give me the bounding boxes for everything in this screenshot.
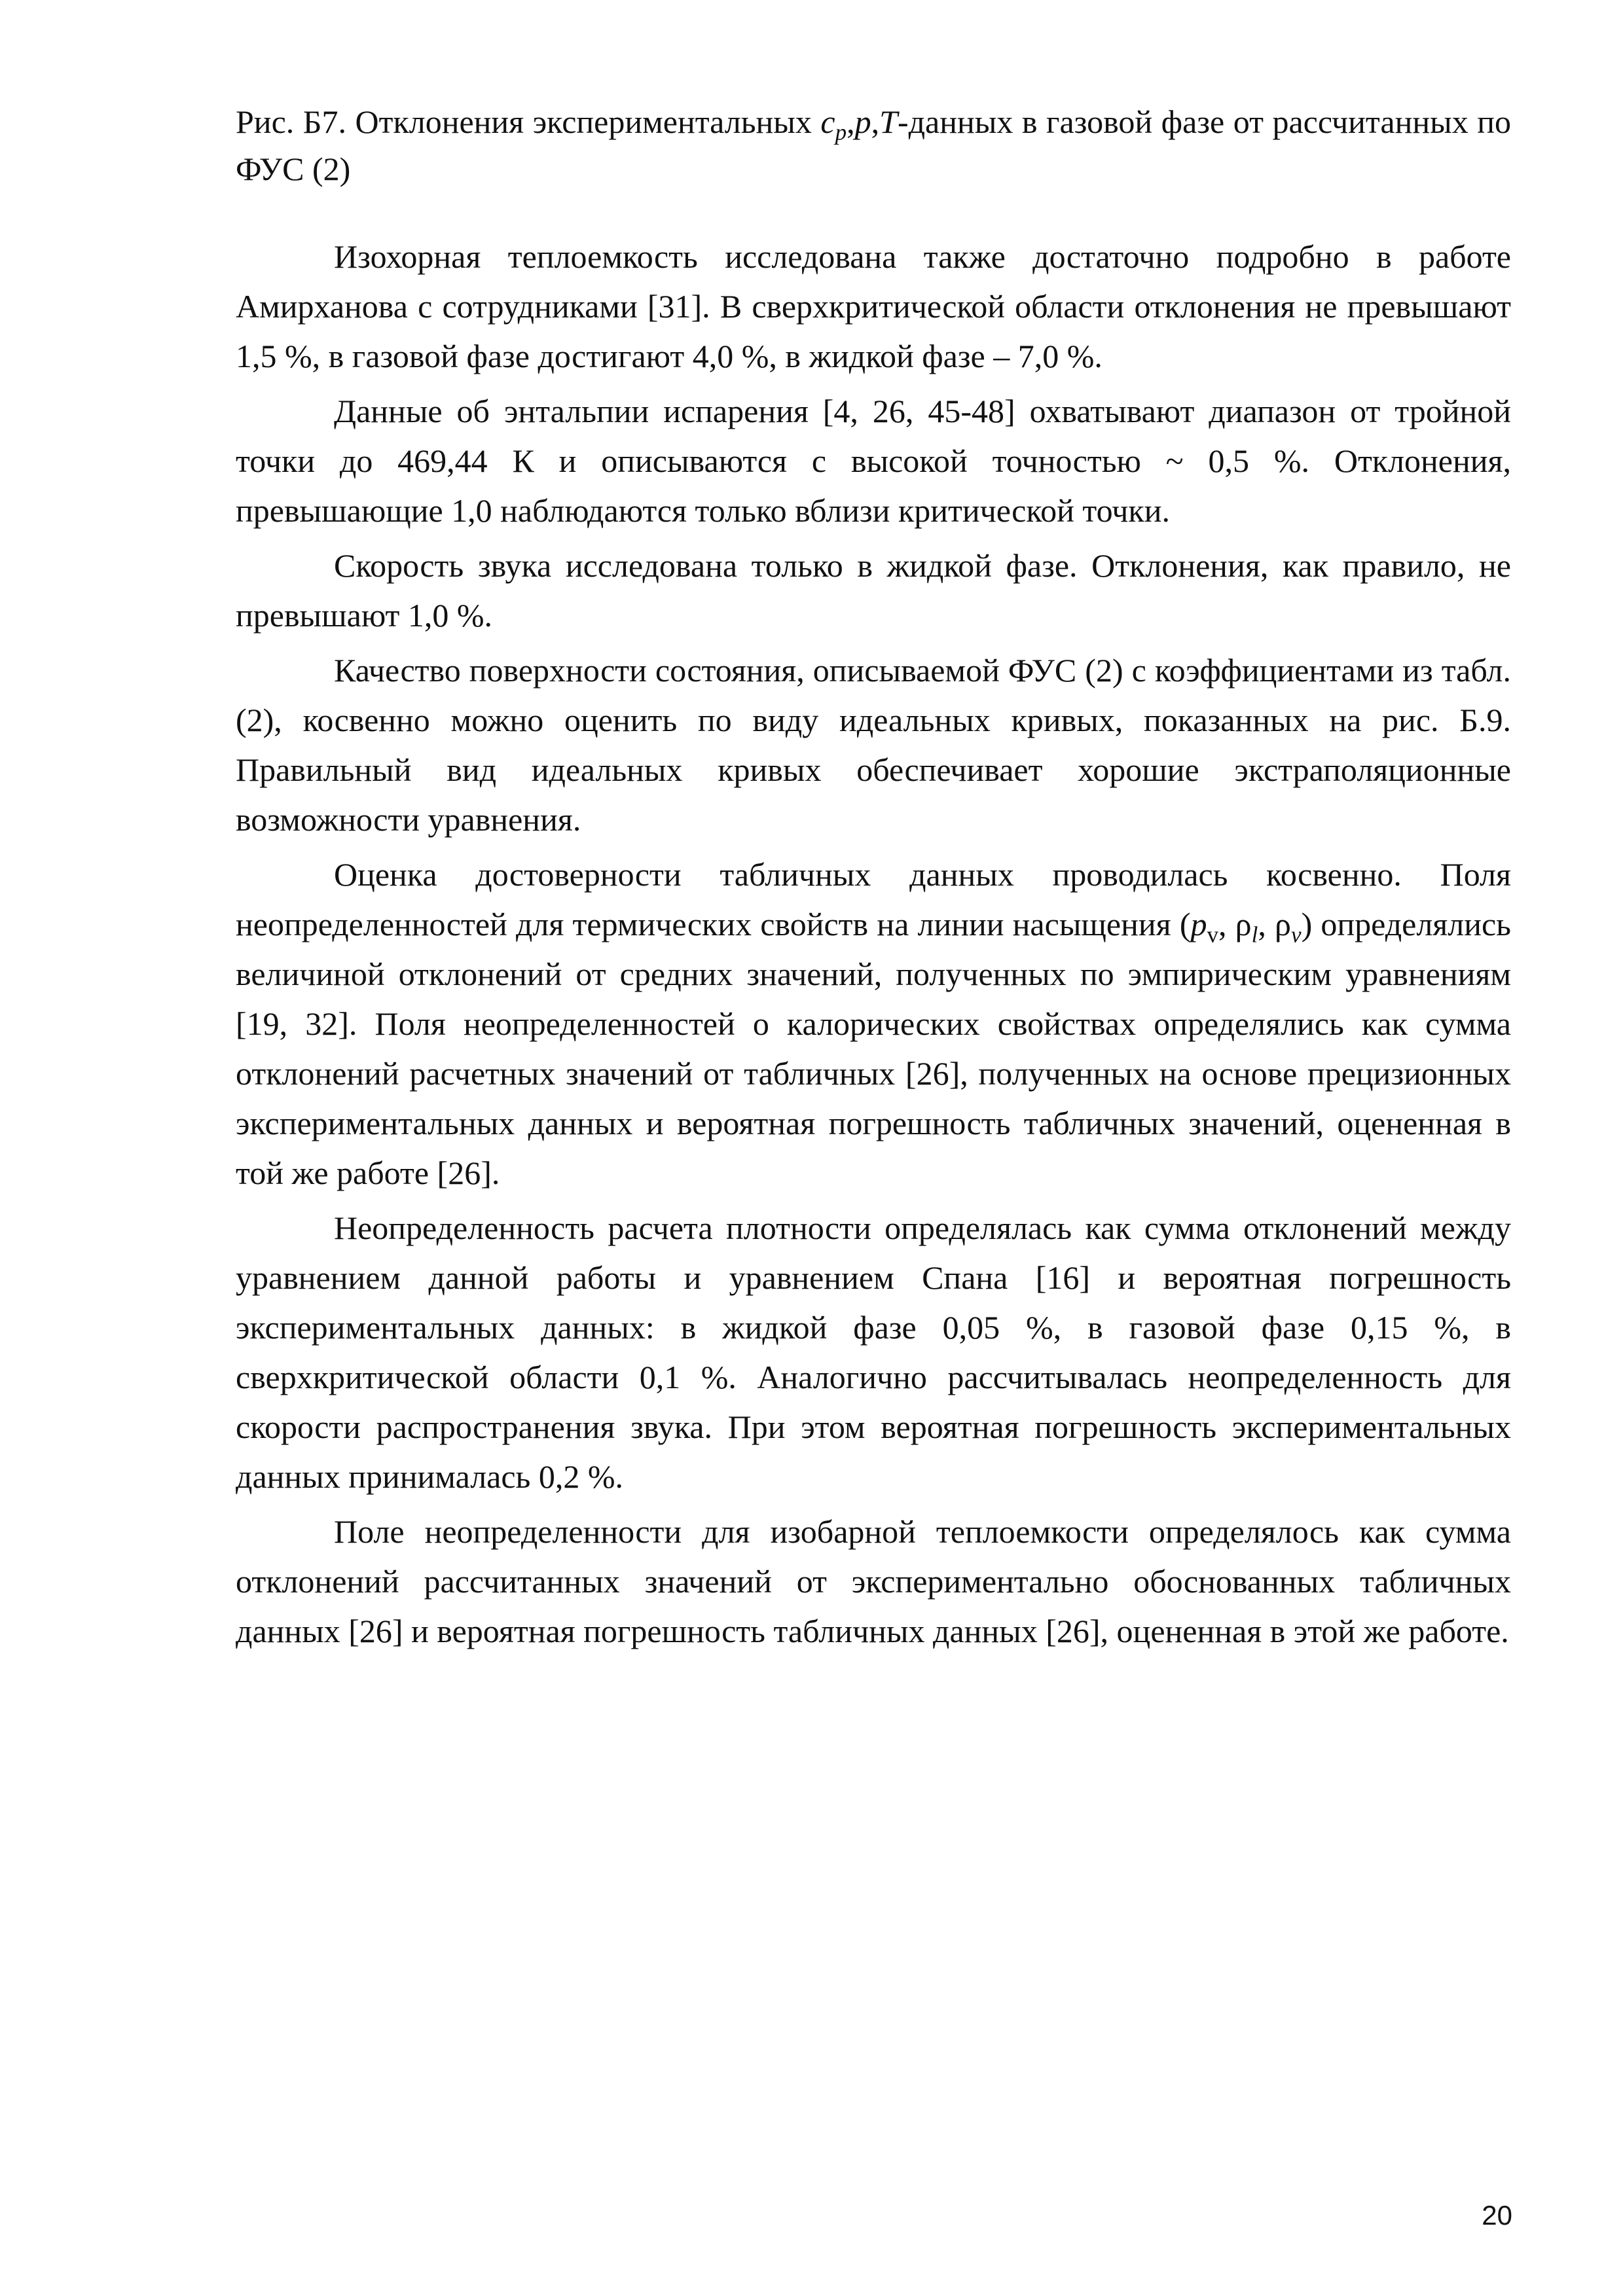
- paragraph-enthalpy-of-vaporization: Данные об энтальпии испарения [4, 26, 45-48] охватывают диапазон от тройной точки до 469,44 К и описываются с высокой точностью ~ 0,5 %. Отклонения, превышающие 1,0 наблюдаются только вблизи критической точки.: [236, 393, 1511, 529]
- paragraph-isochoric-heat-capacity: Изохорная теплоемкость исследована также достаточно подробно в работе Амирханова с сотрудниками [31]. В сверхкритической области отклонения не превышают 1,5 %, в газовой фазе достигают 4,0 %, в жидкой фазе – 7,0 %.: [236, 238, 1511, 374]
- caption-var-t: T: [879, 103, 898, 140]
- paragraph-speed-of-sound: Скорость звука исследована только в жидкой фазе. Отклонения, как правило, не превышают 1,0 %.: [236, 547, 1511, 634]
- paragraph-density-uncertainty: Неопределенность расчета плотности определялась как сумма отклонений между уравнением данной работы и уравнением Спана [16] и вероятная погрешность экспериментальных данных: в жидкой фазе 0,05 %, в газовой фазе 0,15 %, в сверхкритической области 0,1 %. Аналогично рассчитывалась неопределенность для скорости распространения звука. При этом вероятная погрешность экспериментальных данных принималась 0,2 %.: [236, 1210, 1511, 1495]
- caption-var-c-subscript: p: [835, 119, 847, 145]
- caption-var-c: $c_p$: [820, 103, 847, 145]
- figure-caption: Рис. Б7. Отклонения экспериментальных $c_p,p,T$-данных в газовой фазе от рассчитанных по ФУС (2): [236, 103, 1511, 187]
- saturation-pressure-symbol: p: [1190, 906, 1207, 942]
- paragraph-tabular-data-reliability: Оценка достоверности табличных данных проводилась косвенно. Поля неопределенностей для термических свойств на линии насыщения ($p_v$, $\rho_l$, $\rho_v$) определялись величиной отклонений от средних значений, полученных по эмпирическим уравнениям [19, 32]. Поля неопределенностей о калорических свойствах определялись как сумма отклонений расчетных значений от табличных [26], полученных на основе прецизионных экспериментальных данных и вероятная погрешность табличных значений, оцененная в той же работе [26].: [236, 856, 1511, 1191]
- saturation-pressure-subscript: v: [1207, 922, 1218, 948]
- caption-suffix: -данных в газовой фазе от рассчитанных по ФУС (2): [236, 103, 1511, 187]
- caption-prefix: Рис. Б7. Отклонения экспериментальных: [236, 103, 821, 140]
- caption-var-p: p: [854, 103, 871, 140]
- paragraph-isobaric-heat-capacity-uncertainty: Поле неопределенности для изобарной теплоемкости определялось как сумма отклонений рассчитанных значений от экспериментально обоснованных табличных данных [26] и вероятная погрешность табличных данных [26], оцененная в этой же работе.: [236, 1513, 1511, 1649]
- document-page: [236, 98, 1511, 1661]
- vapor-density-subscript: v: [1291, 922, 1302, 948]
- paragraph-state-surface-quality: Качество поверхности состояния, описываемой ФУС (2) с коэффициентами из табл. (2), косвенно можно оценить по виду идеальных кривых, показанных на рис. Б.9. Правильный вид идеальных кривых обеспечивает хорошие экстраполяционные возможности уравнения.: [236, 652, 1511, 838]
- liquid-density-subscript: l: [1251, 922, 1258, 948]
- page-number: 20: [1482, 2200, 1512, 2231]
